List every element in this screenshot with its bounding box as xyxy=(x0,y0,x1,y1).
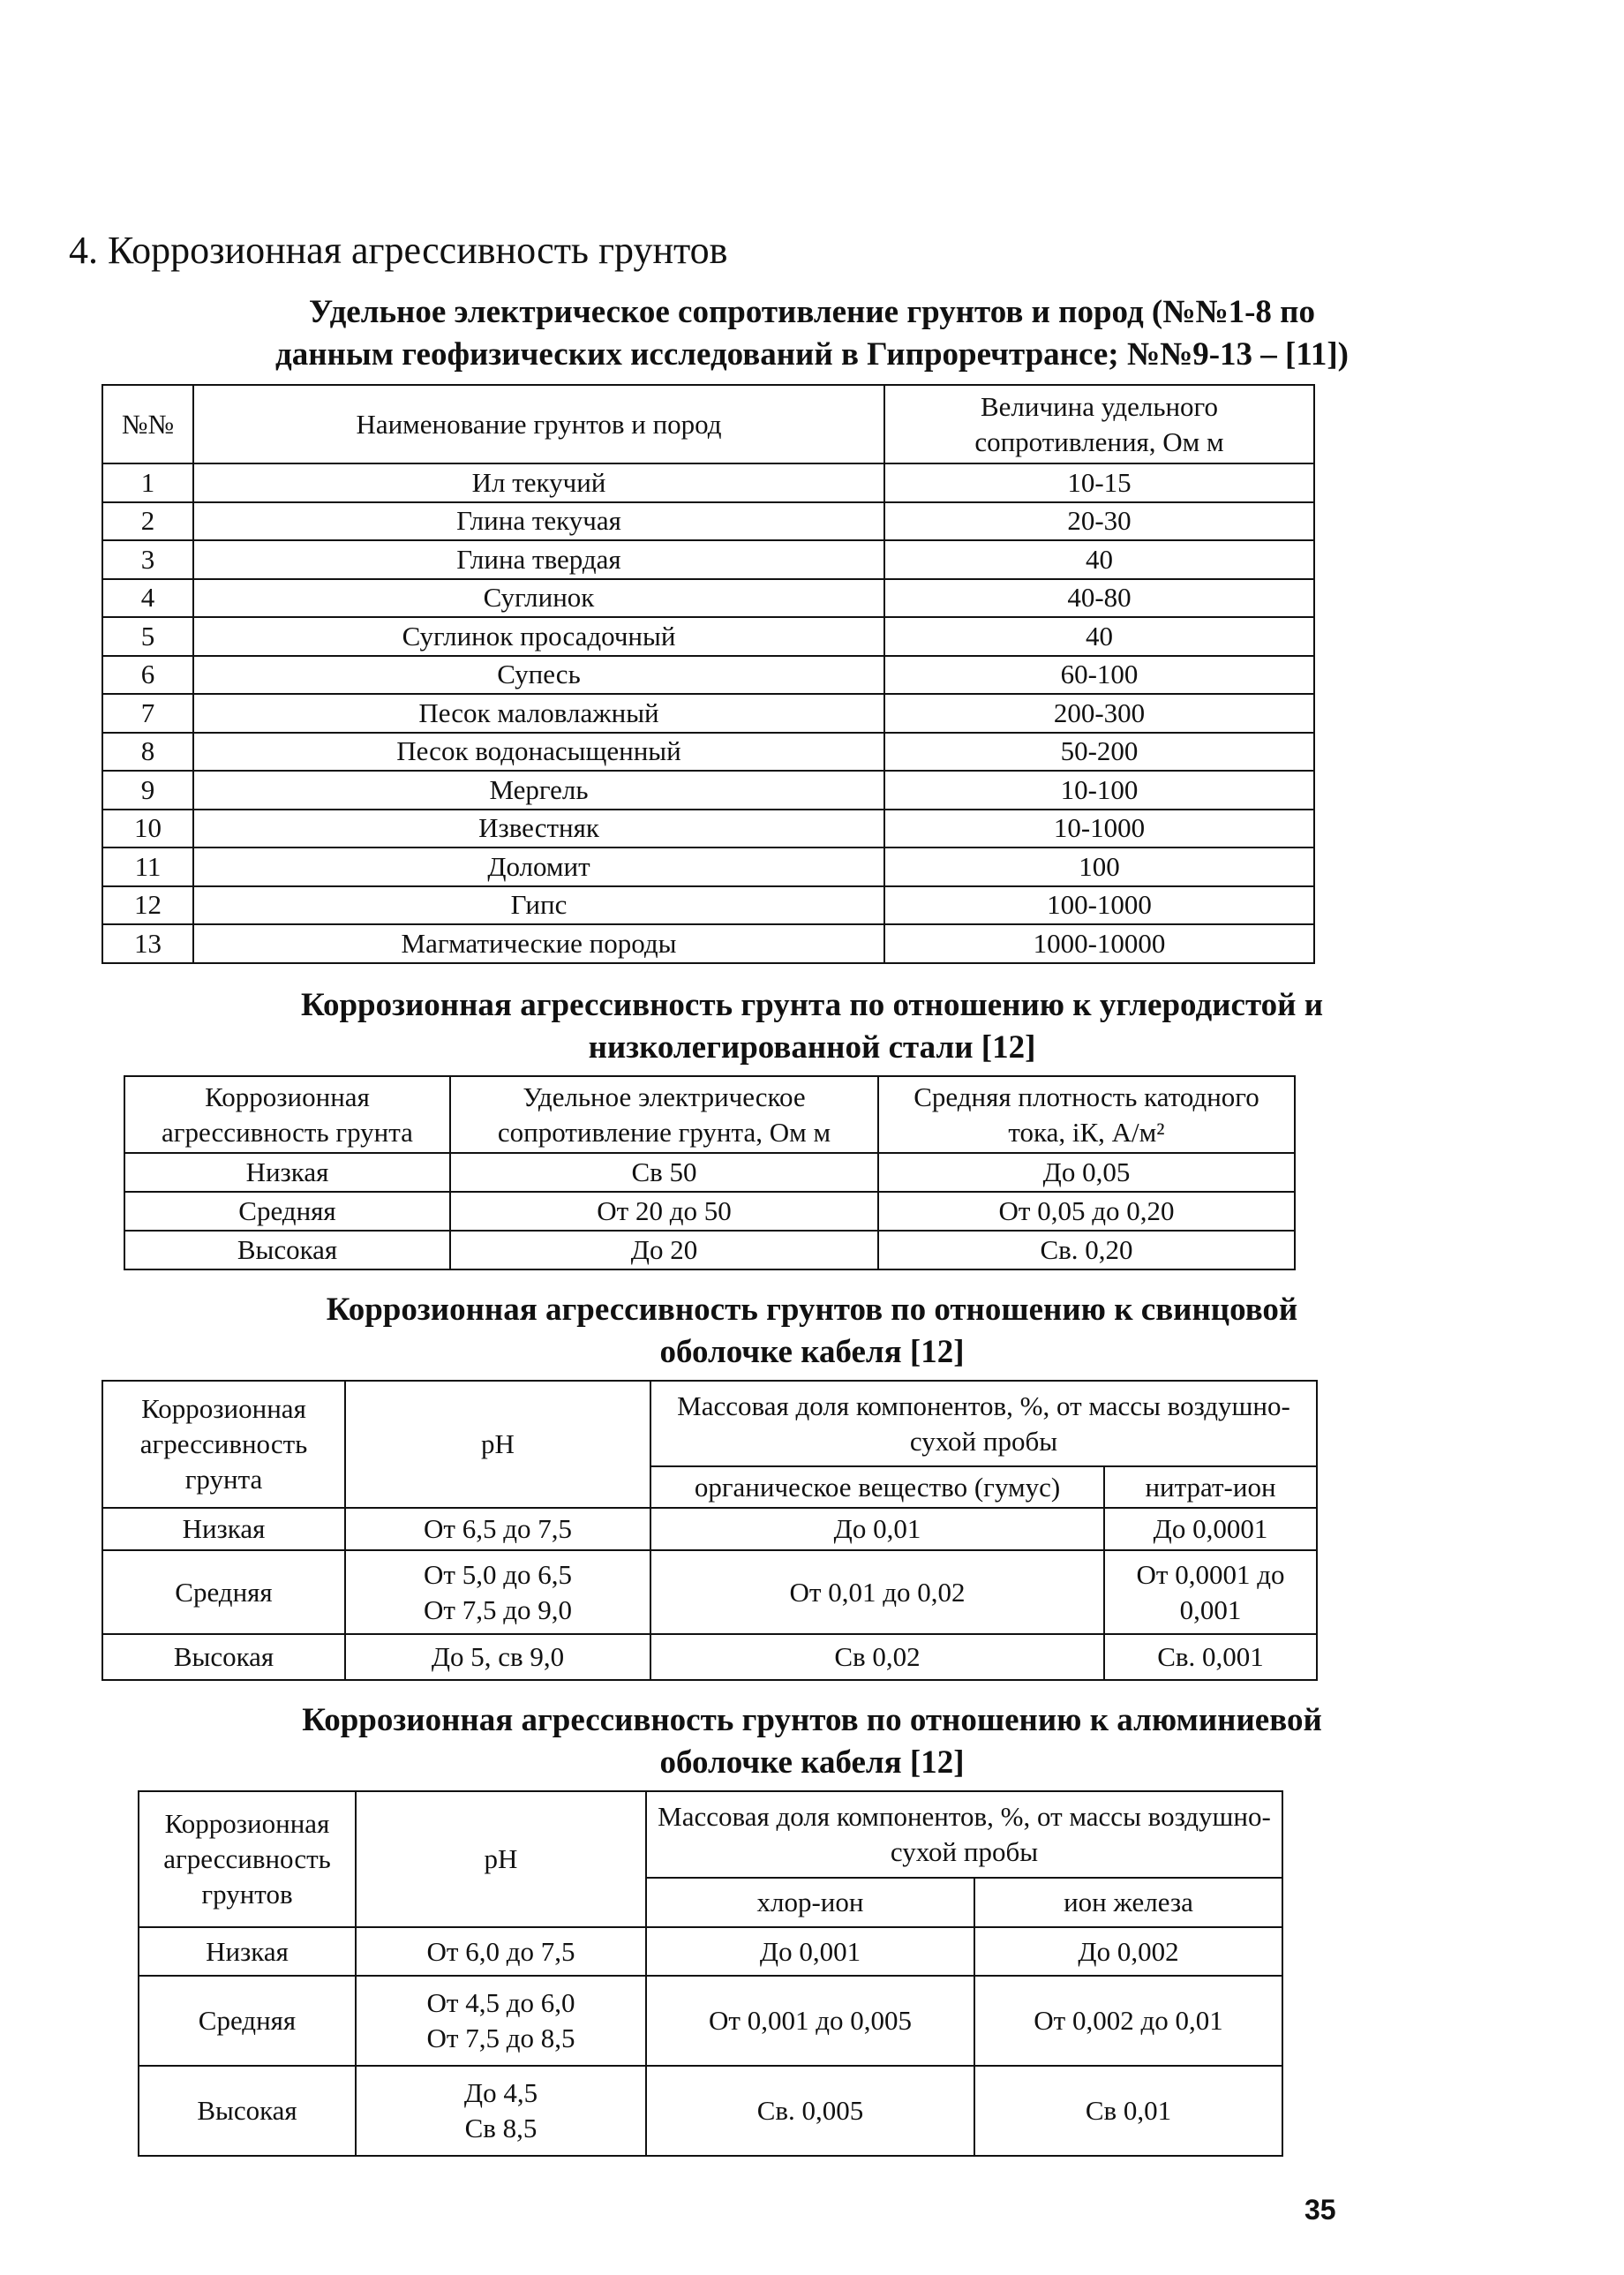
table-cell: Высокая xyxy=(102,1634,345,1680)
table-cell: Средняя xyxy=(124,1192,450,1231)
table-cell: 11 xyxy=(102,847,193,886)
subheader-cell: нитрат-ион xyxy=(1104,1466,1317,1508)
table-row xyxy=(102,733,1314,772)
table-cell: Доломит xyxy=(193,847,884,886)
table-cell: 1 xyxy=(102,463,193,502)
table3-caption xyxy=(0,1289,1624,1374)
table-cell: От 0,001 до 0,005 xyxy=(646,1976,974,2066)
caption-line: Коррозионная агрессивность грунтов по отношению к свинцовой xyxy=(326,1292,1298,1328)
table-cell: От 6,5 до 7,5 xyxy=(345,1508,650,1550)
table-cell: Суглинок просадочный xyxy=(193,617,884,656)
table-cell: От 5,0 до 6,5 От 7,5 до 9,0 xyxy=(345,1550,650,1634)
table-cell: Св 50 xyxy=(450,1153,878,1192)
table-row xyxy=(102,847,1314,886)
table-cell: До 0,01 xyxy=(650,1508,1104,1550)
table-cell: Глина текучая xyxy=(193,502,884,541)
header-cell: Коррозионная агрессивность грунтов xyxy=(139,1791,356,1927)
caption-line: оболочке кабеля [12] xyxy=(659,1334,965,1370)
table-cell: 10 xyxy=(102,810,193,848)
header-cell: Удельное электрическое сопротивление грунта, Ом м xyxy=(450,1076,878,1153)
table-row xyxy=(102,810,1314,848)
table-cell: Св 0,02 xyxy=(650,1634,1104,1680)
table-row xyxy=(102,1634,1317,1680)
table-cell: Св. 0,001 xyxy=(1104,1634,1317,1680)
table-cell: Средняя xyxy=(102,1550,345,1634)
table2-caption xyxy=(0,984,1624,1069)
table-cell: От 20 до 50 xyxy=(450,1192,878,1231)
table-row xyxy=(102,656,1314,695)
section-title: 4. Коррозионная агрессивность грунтов xyxy=(69,229,728,272)
table-row xyxy=(102,502,1314,541)
header-cell: Средняя плотность катодного тока, iК, А/м² xyxy=(878,1076,1295,1153)
table-cell: 100-1000 xyxy=(884,886,1314,925)
table-cell: 8 xyxy=(102,733,193,772)
table-cell: Св. 0,005 xyxy=(646,2066,974,2156)
table-cell: 10-1000 xyxy=(884,810,1314,848)
caption-line: Удельное электрическое сопротивление грунтов и пород (№№1-8 по xyxy=(308,294,1315,330)
table-cell: 10-100 xyxy=(884,771,1314,810)
table-cell: Супесь xyxy=(193,656,884,695)
table-cell: От 0,01 до 0,02 xyxy=(650,1550,1104,1634)
table-cell: От 4,5 до 6,0 От 7,5 до 8,5 xyxy=(356,1976,646,2066)
table-cell: Низкая xyxy=(124,1153,450,1192)
table-cell: 50-200 xyxy=(884,733,1314,772)
table-cell: 13 xyxy=(102,924,193,963)
table-row xyxy=(102,1550,1317,1634)
table-cell: 40 xyxy=(884,540,1314,579)
table-row xyxy=(102,924,1314,963)
table-cell: Средняя xyxy=(139,1976,356,2066)
table-cell: От 6,0 до 7,5 xyxy=(356,1927,646,1976)
table-cell: Низкая xyxy=(139,1927,356,1976)
caption-line: данным геофизических исследований в Гипроречтрансе; №№9-13 – [11]) xyxy=(275,336,1349,373)
steel-corrosion-table xyxy=(124,1075,1296,1270)
table-cell: 200-300 xyxy=(884,694,1314,733)
header-cell: Массовая доля компонентов, %, от массы воздушно-сухой пробы xyxy=(650,1381,1317,1466)
table-cell: Известняк xyxy=(193,810,884,848)
header-cell: Коррозионная агрессивность грунта xyxy=(124,1076,450,1153)
table-cell: Высокая xyxy=(124,1231,450,1269)
table-cell: 20-30 xyxy=(884,502,1314,541)
header-cell: Величина удельного сопротивления, Ом м xyxy=(884,385,1314,463)
table-cell: Низкая xyxy=(102,1508,345,1550)
table-cell: 40 xyxy=(884,617,1314,656)
table-cell: 10-15 xyxy=(884,463,1314,502)
table4-caption xyxy=(0,1699,1624,1784)
table-row xyxy=(124,1153,1295,1192)
table-cell: Магматические породы xyxy=(193,924,884,963)
table-row xyxy=(102,771,1314,810)
table-cell: Св 0,01 xyxy=(974,2066,1282,2156)
table-row xyxy=(102,463,1314,502)
header-cell: Наименование грунтов и пород xyxy=(193,385,884,463)
resistivity-table xyxy=(102,384,1315,964)
table-row xyxy=(102,1508,1317,1550)
table-row xyxy=(102,579,1314,618)
table1-caption xyxy=(0,291,1624,376)
table-cell: До 0,0001 xyxy=(1104,1508,1317,1550)
header-cell: Коррозионная агрессивность грунта xyxy=(102,1381,345,1508)
table-cell: Гипс xyxy=(193,886,884,925)
table-cell: Св. 0,20 xyxy=(878,1231,1295,1269)
table-row xyxy=(139,1927,1282,1976)
table-cell: 60-100 xyxy=(884,656,1314,695)
caption-line: Коррозионная агрессивность грунтов по отношению к алюминиевой xyxy=(302,1702,1322,1738)
table-header-row xyxy=(124,1076,1295,1153)
table-row xyxy=(124,1192,1295,1231)
subheader-cell: ион железа xyxy=(974,1878,1282,1927)
subheader-cell: хлор-ион xyxy=(646,1878,974,1927)
table-cell: До 20 xyxy=(450,1231,878,1269)
table-cell: 2 xyxy=(102,502,193,541)
table-cell: 5 xyxy=(102,617,193,656)
table-cell: До 5, св 9,0 xyxy=(345,1634,650,1680)
table-cell: 3 xyxy=(102,540,193,579)
table-cell: До 0,05 xyxy=(878,1153,1295,1192)
header-cell: pH xyxy=(356,1791,646,1927)
page-number: 35 xyxy=(1304,2194,1336,2226)
table-cell: До 0,001 xyxy=(646,1927,974,1976)
table-cell: 9 xyxy=(102,771,193,810)
table-row xyxy=(102,694,1314,733)
table-cell: Мергель xyxy=(193,771,884,810)
header-cell: pH xyxy=(345,1381,650,1508)
table-cell: Песок маловлажный xyxy=(193,694,884,733)
table-row xyxy=(102,886,1314,925)
table-cell: Глина твердая xyxy=(193,540,884,579)
aluminium-sheath-table xyxy=(138,1790,1283,2157)
subheader-cell: органическое вещество (гумус) xyxy=(650,1466,1104,1508)
table-cell: 7 xyxy=(102,694,193,733)
lead-sheath-table xyxy=(102,1380,1318,1681)
table-cell: Песок водонасыщенный xyxy=(193,733,884,772)
table-cell: Суглинок xyxy=(193,579,884,618)
table-cell: От 0,05 до 0,20 xyxy=(878,1192,1295,1231)
caption-line: низколегированной стали [12] xyxy=(588,1029,1036,1066)
table-cell: 100 xyxy=(884,847,1314,886)
table-cell: До 0,002 xyxy=(974,1927,1282,1976)
table-row xyxy=(102,540,1314,579)
table-cell: До 4,5 Св 8,5 xyxy=(356,2066,646,2156)
table-cell: 12 xyxy=(102,886,193,925)
table-header-row xyxy=(102,385,1314,463)
table-cell: 6 xyxy=(102,656,193,695)
table-cell: От 0,0001 до 0,001 xyxy=(1104,1550,1317,1634)
table-row xyxy=(124,1231,1295,1269)
table-cell: Высокая xyxy=(139,2066,356,2156)
table-cell: 1000-10000 xyxy=(884,924,1314,963)
caption-line: оболочке кабеля [12] xyxy=(659,1744,965,1781)
table-row xyxy=(139,1976,1282,2066)
table-cell: 40-80 xyxy=(884,579,1314,618)
header-cell: Массовая доля компонентов, %, от массы воздушно-сухой пробы xyxy=(646,1791,1282,1878)
header-cell: №№ xyxy=(102,385,193,463)
table-cell: Ил текучий xyxy=(193,463,884,502)
table-row xyxy=(139,2066,1282,2156)
table-row xyxy=(102,617,1314,656)
table-cell: 4 xyxy=(102,579,193,618)
table-cell: От 0,002 до 0,01 xyxy=(974,1976,1282,2066)
caption-line: Коррозионная агрессивность грунта по отношению к углеродистой и xyxy=(300,987,1324,1023)
